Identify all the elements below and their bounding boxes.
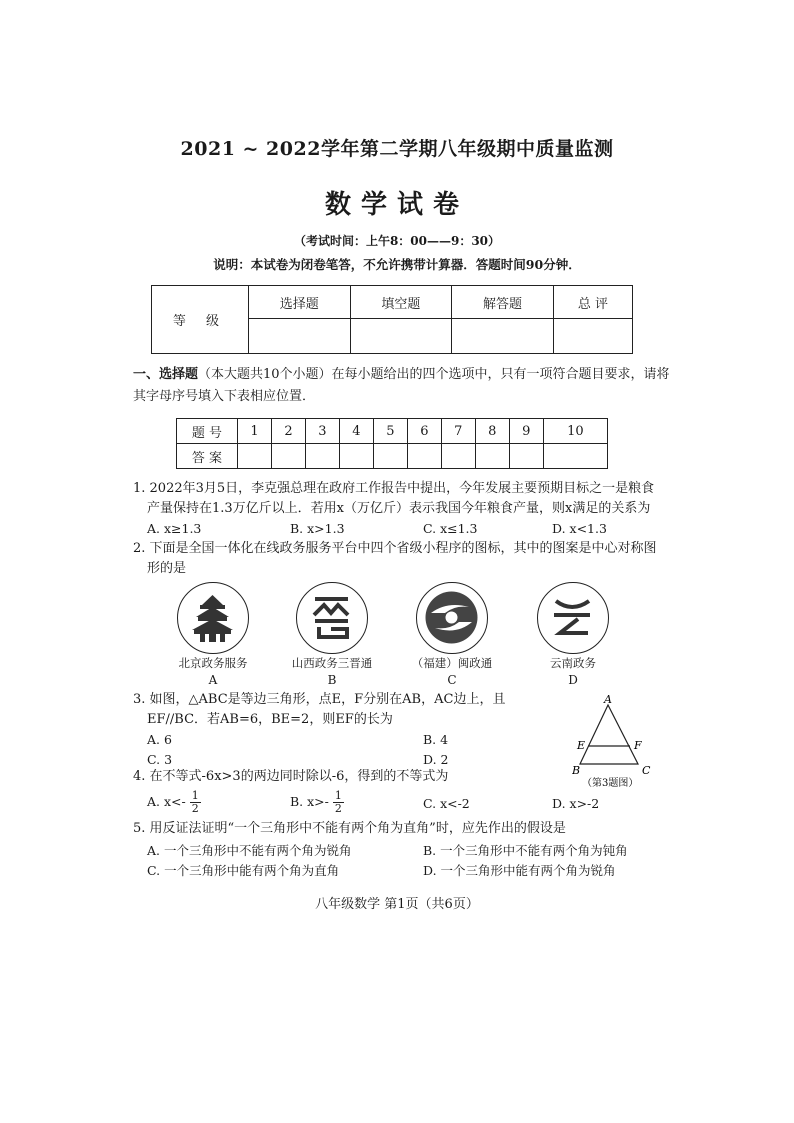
section1-intro (133, 364, 673, 386)
q5-line1: 5. 用反证法证明“一个三角形中不能有两个角为直角”时，应先作出的假设是 (133, 821, 566, 836)
answer-cell[interactable] (509, 444, 543, 469)
q3-line2: EF//BC．若AB=6，BE=2，则EF的长为 (147, 712, 393, 727)
fraction-denominator: 2 (191, 802, 199, 815)
q4-option-b (290, 790, 344, 815)
q3-triangle-figure (572, 694, 662, 792)
q1-option-c: C. x≤1.3 (423, 521, 478, 536)
q4-option-d: D. x>-2 (552, 796, 600, 811)
answer-cell[interactable] (373, 444, 407, 469)
q2-line1: 2. 下面是全国一体化在线政务服务平台中四个省级小程序的图标，其中的图案是中心对称图 (133, 541, 657, 556)
answer-cell[interactable] (441, 444, 475, 469)
fraction-denominator: 2 (334, 802, 342, 815)
q4-option-c: C. x<-2 (423, 796, 470, 811)
subject-title: 数学试卷 (324, 190, 469, 220)
icon-label-d: 云南政务 (550, 656, 596, 670)
fraction-numerator: 1 (191, 789, 199, 802)
question-number: 9 (509, 419, 543, 444)
q1-line2: 产量保持在1.3万亿斤以上．若用x（万亿斤）表示我国今年粮食产量，则x满足的关系为 (147, 501, 651, 516)
answer-cell[interactable] (305, 444, 339, 469)
section1-intro-line2: 其字母序号填入下表相应位置． (133, 389, 316, 404)
q4-option-a-text: A. x<- (147, 794, 186, 809)
question-number: 1 (238, 419, 272, 444)
answer-row1-label: 题 号 (177, 419, 238, 444)
q4-option-a (147, 790, 201, 815)
q4-option-b-text: B. x>- (290, 794, 329, 809)
q3-option-c: C. 3 (147, 752, 173, 767)
fraction-numerator: 1 (334, 789, 342, 802)
vertex-label-c: C (642, 764, 651, 777)
answer-cell[interactable] (475, 444, 509, 469)
answer-row2-label: 答 案 (177, 444, 238, 469)
answer-cell[interactable] (271, 444, 305, 469)
exam-time: （考试时间：上午8：00——9：30） (293, 234, 501, 248)
grade-col-fill: 填空题 (350, 286, 452, 319)
exam-note: 说明：本试卷为闭卷笔答，不允许携带计算器．答题时间90分钟． (213, 257, 581, 272)
grade-col-total: 总 评 (553, 286, 632, 319)
answer-cell[interactable] (543, 444, 607, 469)
yunnan-icon (537, 582, 609, 654)
question-number: 7 (441, 419, 475, 444)
vertex-label-b: B (572, 764, 581, 777)
q3-option-b: B. 4 (423, 732, 449, 747)
grade-row-label: 等 级 (152, 286, 249, 354)
answer-cell[interactable] (407, 444, 441, 469)
question-number: 2 (271, 419, 305, 444)
point-label-e: E (577, 739, 586, 752)
question-number: 8 (475, 419, 509, 444)
vertex-label-a: A (604, 694, 612, 706)
question-number: 4 (339, 419, 373, 444)
fujian-swirl-icon (416, 582, 488, 654)
exam-title: 2021 ~ 2022学年第二学期八年级期中质量监测 (180, 138, 614, 160)
icon-label-b: 山西政务三晋通 (291, 656, 373, 670)
q1-option-d: D. x<1.3 (552, 521, 607, 536)
question-number: 6 (407, 419, 441, 444)
icon-label-a: 北京政务服务 (178, 656, 248, 670)
q1-option-b: B. x>1.3 (290, 521, 345, 536)
question-number: 10 (543, 419, 607, 444)
q2-line2: 形的是 (147, 561, 187, 576)
q3-option-d: D. 2 (423, 752, 449, 767)
grade-cell-total[interactable] (553, 319, 632, 354)
icon-letter-b: B (327, 673, 337, 687)
section1-intro-rest: （本大题共10个小题）在每小题给出的四个选项中，只有一项符合题目要求，请将 (198, 367, 670, 382)
point-label-f: F (634, 739, 642, 752)
q3-option-a: A. 6 (147, 732, 172, 747)
answer-table (176, 418, 608, 469)
q5-option-c: C. 一个三角形中能有两个角为直角 (147, 863, 340, 878)
page-footer: 八年级数学 第1页（共6页） (315, 897, 479, 912)
q4-option-a-fraction (190, 790, 201, 815)
q1-option-a: A. x≥1.3 (147, 521, 202, 536)
beijing-temple-icon (177, 582, 249, 654)
grade-table (151, 285, 633, 354)
q1-line1: 1. 2022年3月5日，李克强总理在政府工作报告中提出，今年发展主要预期目标之一是粮食 (133, 481, 655, 496)
answer-cell[interactable] (238, 444, 272, 469)
q5-option-a: A. 一个三角形中不能有两个角为锐角 (147, 843, 352, 858)
grade-cell-fill[interactable] (350, 319, 452, 354)
q5-option-b: B. 一个三角形中不能有两个角为钝角 (423, 843, 628, 858)
icon-letter-a: A (208, 673, 218, 687)
question-number: 3 (305, 419, 339, 444)
section1-heading: 一、选择题 (133, 367, 199, 382)
q4-option-b-fraction (333, 790, 344, 815)
grade-col-choice: 选择题 (249, 286, 351, 319)
icon-letter-d: D (568, 673, 578, 687)
icon-label-c: （福建）闽政通 (411, 656, 493, 670)
q3-line1: 3. 如图，△ABC是等边三角形，点E，F分别在AB，AC边上，且 (133, 692, 506, 707)
grade-cell-choice[interactable] (249, 319, 351, 354)
shanxi-icon (296, 582, 368, 654)
q5-option-d: D. 一个三角形中能有两个角为锐角 (423, 863, 616, 878)
grade-col-solve: 解答题 (452, 286, 554, 319)
answer-cell[interactable] (339, 444, 373, 469)
q4-line1: 4. 在不等式-6x>3的两边同时除以-6，得到的不等式为 (133, 769, 449, 784)
figure-caption: （第3题图） (582, 778, 639, 789)
grade-cell-solve[interactable] (452, 319, 554, 354)
icon-letter-c: C (447, 673, 457, 687)
question-number: 5 (373, 419, 407, 444)
